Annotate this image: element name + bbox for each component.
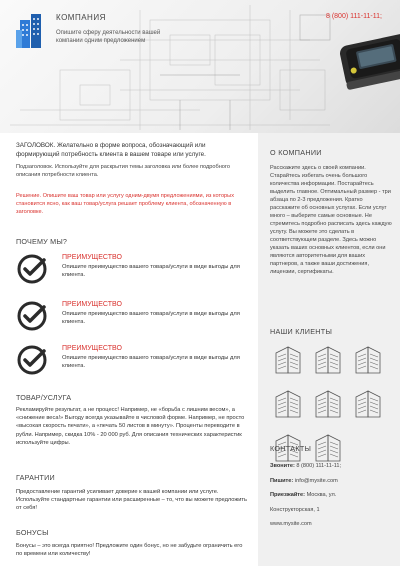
header-phone[interactable]: 8 (800) 111-11-11; [326, 13, 382, 20]
contacts-block [270, 462, 394, 530]
phone-label: Звоните: [270, 463, 295, 469]
building-icon [272, 387, 304, 419]
laser-meter-image [335, 30, 400, 100]
building-icon [352, 387, 384, 419]
email-label: Пишите: [270, 477, 294, 484]
company-name: КОМПАНИЯ [56, 13, 106, 22]
contact-website[interactable]: www.mysite.com [270, 521, 312, 527]
bonuses-title: БОНУСЫ [16, 528, 49, 537]
intro-headline: ЗАГОЛОВОК. Желательно в форме вопроса, обозначающий или формирующий потребность клиента в вашем товаре или услуге. [16, 142, 206, 158]
building-icon [312, 387, 344, 419]
company-tagline: Опишите сферу деятельности вашей компании одним предложением [56, 30, 161, 44]
intro-subheadline: Подзаголовок. Используйте для раскрытия темы заголовка или более подробного описания потребности клиента. [16, 164, 230, 178]
about-title: О КОМПАНИИ [270, 148, 322, 157]
building-icon [352, 343, 384, 375]
clients-title: НАШИ КЛИЕНТЫ [270, 327, 333, 336]
building-icon [312, 343, 344, 375]
contact-phone-row [270, 462, 394, 472]
contact-address-line1: Москва, ул. [306, 492, 337, 498]
advantage-text: Опишите преимущество вашего товара/услуги в виде выгоды для клиента. [62, 264, 240, 279]
product-text: Рекламируйте результат, а не процесс! Например, не «борьба с лишним весом», а «снижение веса!» Выгоду всегда указывайте в числовой форме. Например, не просто «высокая скорость печати», а «печать 50 листов в минуту». Проценты переводите в рубли. Например, скидка 10% - 20 000 руб. Для описания технических характеристик используйте цифры. [16, 407, 245, 446]
about-text: Расскажите здесь о своей компании. Старайтесь избегать очень большого количества информации. Постарайтесь выделить главное. Оптимальный размер - три абзаца по 2-3 предложения. Кратко расскажите об основных услугах. Если услуг много – выберите самые основные. Не стремитесь подробно расписать здесь каждую услугу. Вы можете это сделать в соответствующем разделе. Здесь можно указать ваших основных клиентов, если они являются авторитетными для ваших партнеров, а также ваши достижения, лицензии, сертификаты. [270, 165, 392, 275]
advantage-item [16, 344, 246, 380]
advantage-title: ПРЕИМУЩЕСТВО [62, 254, 122, 261]
bonuses-text: Бонусы – это всегда приятно! Предложите один бонус, но не забудьте ограничить его по времени или количеству! [16, 543, 243, 558]
advantage-title: ПРЕИМУЩЕСТВО [62, 301, 122, 308]
company-logo [14, 12, 46, 50]
address-label: Приезжайте: [270, 492, 305, 498]
hero-banner [0, 0, 400, 133]
why-us-title: ПОЧЕМУ МЫ? [16, 237, 68, 246]
check-circle-icon [16, 253, 48, 285]
contact-address-row [270, 491, 394, 501]
check-circle-icon [16, 300, 48, 332]
contact-email-row [270, 477, 394, 487]
product-title: ТОВАР/УСЛУГА [16, 393, 72, 402]
intro-solution: Решение. Опишите ваш товар или услугу одним-двумя предложениями, из которых становится ясно, как ваш товар/услуга решает проблему клиента, обозначенную в заголовке. [16, 193, 234, 215]
guarantees-text: Предоставление гарантий усиливает доверие к вашей компании или услуге. Используйте стандартные гарантии или расширенные – то, что вы можете предложить от себя! [16, 489, 247, 512]
contact-phone[interactable]: 8 (800) 111-11-11; [296, 463, 342, 469]
advantage-item [16, 300, 246, 336]
contacts-title: КОНТАКТЫ [270, 444, 312, 453]
advantage-text: Опишите преимущество вашего товара/услуги в виде выгоды для клиента. [62, 311, 240, 326]
contact-address-line2: Конструкторская, 1 [270, 506, 320, 513]
building-icon [272, 343, 304, 375]
building-icon [312, 431, 344, 463]
advantage-text: Опишите преимущество вашего товара/услуги в виде выгоды для клиента. [62, 355, 240, 370]
guarantees-title: ГАРАНТИИ [16, 473, 55, 482]
advantage-title: ПРЕИМУЩЕСТВО [62, 345, 122, 352]
check-circle-icon [16, 344, 48, 376]
contact-email[interactable]: info@mysite.com [294, 477, 338, 484]
advantage-item [16, 253, 246, 289]
